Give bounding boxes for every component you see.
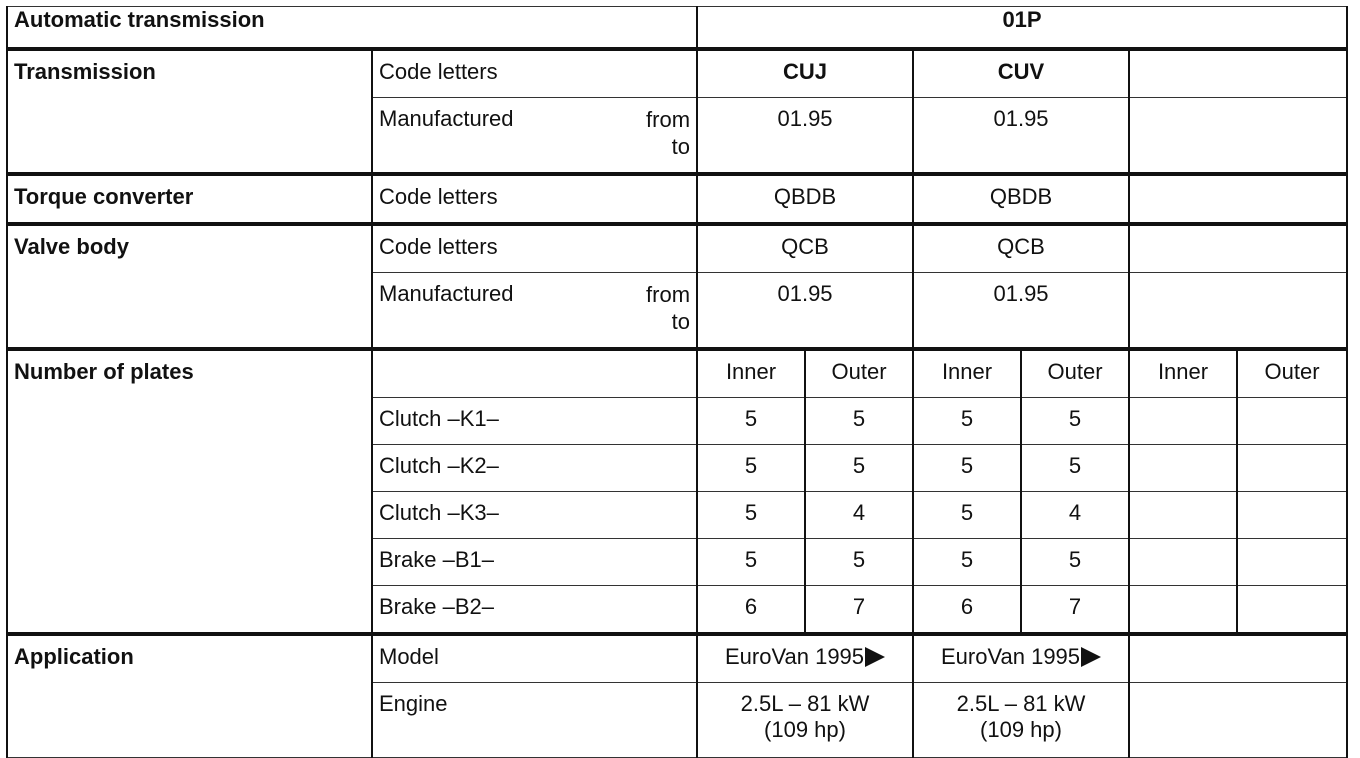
application-engine-1 <box>697 683 913 758</box>
transmission-code-1: CUJ <box>697 49 913 98</box>
empty-cell <box>1129 492 1237 539</box>
torque-converter-row <box>7 174 1347 224</box>
engine-line-1: 2.5L – 81 kW <box>740 691 870 716</box>
plate-value: 5 <box>697 492 805 539</box>
plate-value: 5 <box>913 492 1021 539</box>
transmission-code-2: CUV <box>913 49 1129 98</box>
engine-line-1: 2.5L – 81 kW <box>956 691 1086 716</box>
inner-label: Inner <box>1129 349 1237 398</box>
application-model-2 <box>913 634 1129 683</box>
valve-body-code-row <box>7 224 1347 273</box>
from-to-labels <box>646 106 690 160</box>
empty-cell <box>1237 398 1347 445</box>
application-model-1 <box>697 634 913 683</box>
manufactured-label: Manufactured <box>379 281 514 306</box>
inner-label: Inner <box>913 349 1021 398</box>
empty-cell <box>1129 539 1237 586</box>
empty-cell <box>1237 445 1347 492</box>
plate-value: 5 <box>1021 539 1129 586</box>
empty-cell <box>1129 683 1347 758</box>
plate-value: 6 <box>913 586 1021 635</box>
empty-cell <box>1129 586 1237 635</box>
empty-cell <box>372 349 697 398</box>
plate-value: 5 <box>913 445 1021 492</box>
plate-value: 5 <box>697 445 805 492</box>
outer-label: Outer <box>805 349 913 398</box>
valve-body-label: Valve body <box>7 224 372 349</box>
code-letters-label: Code letters <box>372 49 697 98</box>
torque-converter-code-1: QBDB <box>697 174 913 224</box>
transmission-code: 01P <box>697 7 1347 50</box>
code-letters-label: Code letters <box>372 174 697 224</box>
engine-line-2: (109 hp) <box>980 717 1062 742</box>
plate-name: Clutch –K1– <box>372 398 697 445</box>
empty-cell <box>1129 98 1347 175</box>
torque-converter-label: Torque converter <box>7 174 372 224</box>
empty-cell <box>1129 398 1237 445</box>
manufactured-label: Manufactured <box>379 106 514 131</box>
manufactured-cell <box>372 273 697 350</box>
empty-cell <box>1237 492 1347 539</box>
plate-name: Brake –B1– <box>372 539 697 586</box>
engine-label: Engine <box>372 683 697 758</box>
model-text: EuroVan 1995 <box>940 644 1081 669</box>
transmission-manufactured-from-2: 01.95 <box>913 98 1129 175</box>
plate-value: 5 <box>805 539 913 586</box>
plate-value: 5 <box>913 398 1021 445</box>
plate-value: 5 <box>913 539 1021 586</box>
valve-body-code-1: QCB <box>697 224 913 273</box>
transmission-code-row <box>7 49 1347 98</box>
plate-name: Clutch –K3– <box>372 492 697 539</box>
table-header-row <box>7 7 1347 50</box>
inner-label: Inner <box>697 349 805 398</box>
empty-cell <box>1237 539 1347 586</box>
transmission-manufactured-from-1: 01.95 <box>697 98 913 175</box>
manufactured-cell <box>372 98 697 175</box>
plates-label: Number of plates <box>7 349 372 634</box>
valve-body-manufactured-from-2: 01.95 <box>913 273 1129 350</box>
empty-cell <box>1237 586 1347 635</box>
empty-cell <box>1129 445 1237 492</box>
plate-value: 7 <box>1021 586 1129 635</box>
from-label: from <box>646 282 691 307</box>
to-label: to <box>671 309 691 334</box>
plate-value: 5 <box>1021 445 1129 492</box>
from-label: from <box>646 107 691 132</box>
plate-value: 4 <box>1021 492 1129 539</box>
empty-cell <box>1129 634 1347 683</box>
transmission-label: Transmission <box>7 49 372 174</box>
empty-cell <box>1129 49 1347 98</box>
plate-value: 5 <box>1021 398 1129 445</box>
valve-body-manufactured-from-1: 01.95 <box>697 273 913 350</box>
application-engine-2 <box>913 683 1129 758</box>
plate-value: 6 <box>697 586 805 635</box>
empty-cell <box>1129 273 1347 350</box>
empty-cell <box>1129 174 1347 224</box>
plate-name: Brake –B2– <box>372 586 697 635</box>
to-label: to <box>671 134 691 159</box>
from-to-labels <box>646 281 690 335</box>
application-label: Application <box>7 634 372 758</box>
plate-value: 5 <box>697 398 805 445</box>
plate-value: 5 <box>697 539 805 586</box>
application-model-row <box>7 634 1347 683</box>
valve-body-code-2: QCB <box>913 224 1129 273</box>
transmission-spec-table <box>6 6 1348 758</box>
table-title: Automatic transmission <box>7 7 697 50</box>
plate-value: 5 <box>805 445 913 492</box>
arrow-right-icon <box>1081 647 1101 667</box>
arrow-right-icon <box>865 647 885 667</box>
plate-value: 4 <box>805 492 913 539</box>
outer-label: Outer <box>1237 349 1347 398</box>
torque-converter-code-2: QBDB <box>913 174 1129 224</box>
plate-value: 5 <box>805 398 913 445</box>
model-text: EuroVan 1995 <box>724 644 865 669</box>
plates-header-row <box>7 349 1347 398</box>
code-letters-label: Code letters <box>372 224 697 273</box>
outer-label: Outer <box>1021 349 1129 398</box>
empty-cell <box>1129 224 1347 273</box>
engine-line-2: (109 hp) <box>764 717 846 742</box>
model-label: Model <box>372 634 697 683</box>
plate-value: 7 <box>805 586 913 635</box>
plate-name: Clutch –K2– <box>372 445 697 492</box>
